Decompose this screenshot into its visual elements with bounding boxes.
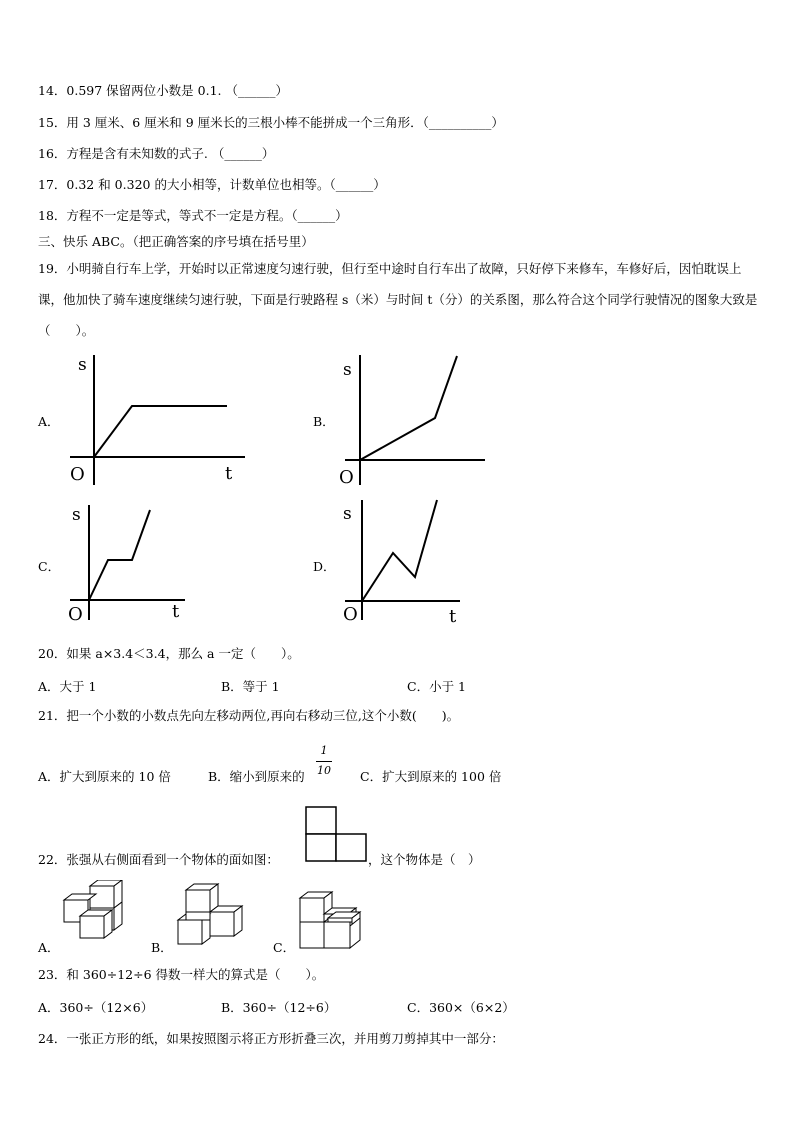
q19-graph-c	[60, 500, 190, 625]
axis-s-label: s	[343, 360, 352, 380]
q20-option-c: C．小于 1	[407, 679, 466, 694]
question-15: 15．用 3 厘米、6 厘米和 9 厘米长的三根小棒不能拼成一个三角形．（__________）	[38, 115, 504, 130]
axis-s-label: s	[343, 504, 352, 524]
q22-option-c-label: C．	[273, 940, 296, 955]
q19-option-c-label: C．	[38, 559, 61, 574]
q22-option-a-label: A．	[38, 940, 60, 955]
q20-option-a: A．大于 1	[38, 679, 97, 694]
q22-cube-figure-c	[298, 886, 370, 952]
axis-s-label: s	[78, 355, 87, 375]
q23-option-a: A．360÷（12×6）	[38, 1000, 154, 1015]
question-19: 19．小明骑自行车上学，开始时以正常速度匀速行驶，但行至中途时自行车出了故障，只好停下来修车，车修好后，因怕耽误上课，他加快了骑车速度继续匀速行驶，下面是行驶路程 s（米）与时间 t（分）的关系图，那么符合这个同学行驶情况的图象大致是（ ）。	[38, 261, 758, 338]
axis-t-label: t	[449, 606, 457, 625]
origin-label: O	[339, 467, 354, 488]
question-21: 21．把一个小数的小数点先向左移动两位,再向右移动三位,这个小数( )。	[38, 708, 460, 723]
q22-cube-figure-b	[174, 882, 246, 952]
q22-option-b-label: B．	[151, 940, 173, 955]
q19-option-a-label: A．	[38, 414, 60, 429]
axis-s-label: s	[72, 505, 81, 525]
question-24: 24．一张正方形的纸，如果按照图示将正方形折叠三次，并用剪刀剪掉其中一部分：	[38, 1031, 504, 1046]
section-3-heading: 三、快乐 ABC。（把正确答案的序号填在括号里）	[38, 234, 314, 249]
axis-t-label: t	[225, 463, 233, 484]
question-20: 20．如果 a×3.4＜3.4，那么 a 一定（ ）。	[38, 646, 300, 661]
fraction-bar	[316, 761, 332, 762]
q22-cube-figure-a	[62, 880, 128, 952]
question-22-suffix: ，这个物体是（ ）	[368, 852, 481, 867]
axis-t-label: t	[172, 601, 180, 622]
q22-side-view-figure	[304, 805, 368, 863]
question-17: 17．0.32 和 0.320 的大小相等，计数单位也相等。（______）	[38, 177, 386, 192]
origin-label: O	[68, 604, 83, 625]
q20-option-b: B．等于 1	[221, 679, 280, 694]
origin-label: O	[70, 464, 85, 485]
q19-graph-a	[60, 350, 250, 490]
q21-option-b: B．缩小到原来的	[208, 769, 305, 784]
q19-graph-d	[335, 495, 465, 625]
q19-option-d-label: D．	[313, 559, 336, 574]
q19-option-b-label: B．	[313, 414, 335, 429]
q23-option-b: B．360÷（12÷6）	[221, 1000, 337, 1015]
question-14: 14．0.597 保留两位小数是 0.1. （______）	[38, 83, 288, 98]
question-18: 18．方程不一定是等式，等式不一定是方程。（______）	[38, 208, 348, 223]
q23-option-c: C．360×（6×2）	[407, 1000, 515, 1015]
question-22-prefix: 22．张强从右侧面看到一个物体的面如图：	[38, 852, 279, 867]
fraction-numerator: 1	[320, 744, 328, 757]
question-16: 16．方程是含有未知数的式子. （______）	[38, 146, 275, 161]
origin-label: O	[343, 604, 358, 625]
q19-graph-b	[335, 350, 495, 490]
fraction-denominator: 10	[317, 764, 331, 777]
question-23: 23．和 360÷12÷6 得数一样大的算式是（ ）。	[38, 967, 325, 982]
q21-option-c: C．扩大到原来的 100 倍	[360, 769, 502, 784]
q21-option-a: A．扩大到原来的 10 倍	[38, 769, 171, 784]
